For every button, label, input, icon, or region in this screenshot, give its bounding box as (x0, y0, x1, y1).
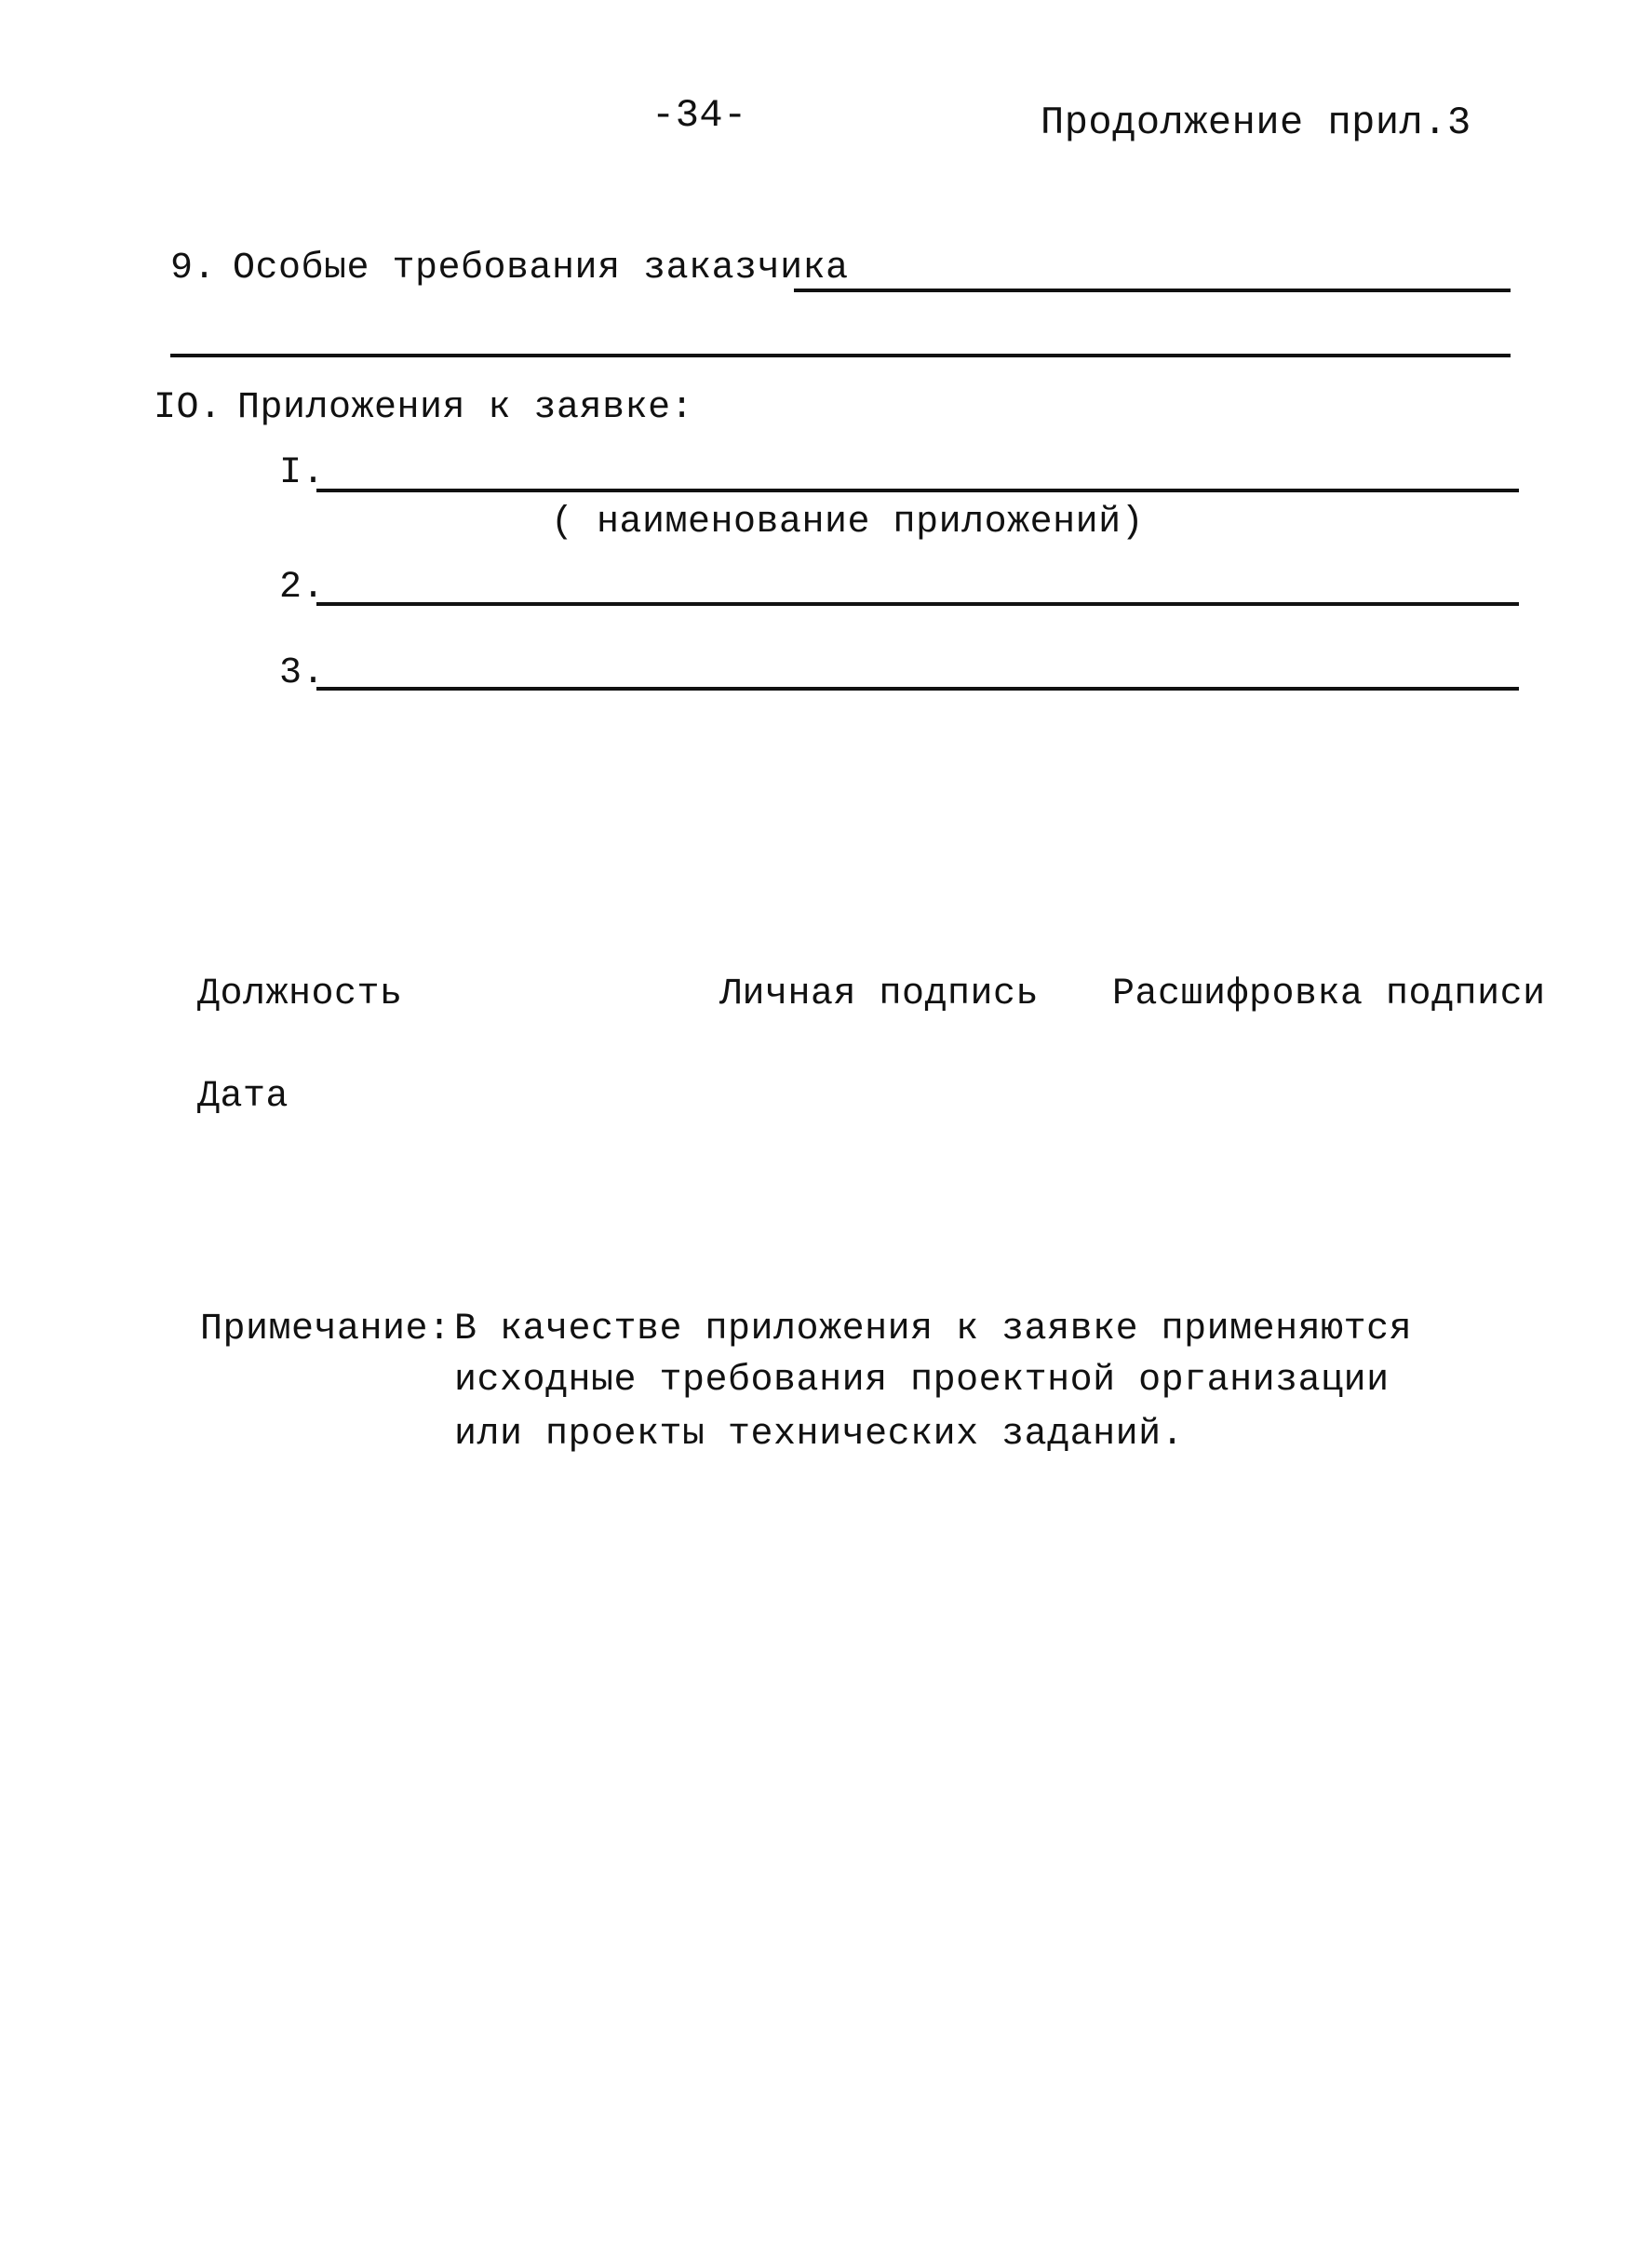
signature-decoding-label: Расшифровка подписи (1112, 974, 1546, 1015)
position-label: Должность (197, 974, 403, 1015)
attachment-3-line[interactable] (316, 687, 1519, 691)
attachment-3-number: 3. (279, 652, 326, 694)
section9-number: 9. (170, 248, 217, 289)
attachment-1-line[interactable] (316, 489, 1519, 492)
note-line-3: или проекты технических заданий. (454, 1414, 1185, 1456)
attachment-name-caption: ( наименование приложений) (551, 502, 1145, 544)
note-label: Примечание: (200, 1309, 451, 1350)
attachment-2-number: 2. (279, 567, 326, 609)
page-number: -34- (651, 93, 747, 138)
date-label: Дата (197, 1076, 289, 1118)
note-line-2: исходные требования проектной организации (454, 1360, 1390, 1402)
section9-label: Особые требования заказчика (233, 248, 849, 289)
section10-number: IO. (154, 387, 222, 429)
attachment-2-line[interactable] (316, 602, 1519, 606)
signature-label: Личная подпись (719, 974, 1040, 1015)
section9-continuation-line[interactable] (170, 354, 1511, 357)
section9-fill-line[interactable] (794, 289, 1511, 292)
continuation-label: Продолжение прил.3 (1041, 101, 1471, 145)
attachment-1-number: I. (279, 452, 326, 494)
note-line-1: В качестве приложения к заявке применяются (454, 1309, 1413, 1350)
section10-label: Приложения к заявке: (237, 387, 694, 429)
